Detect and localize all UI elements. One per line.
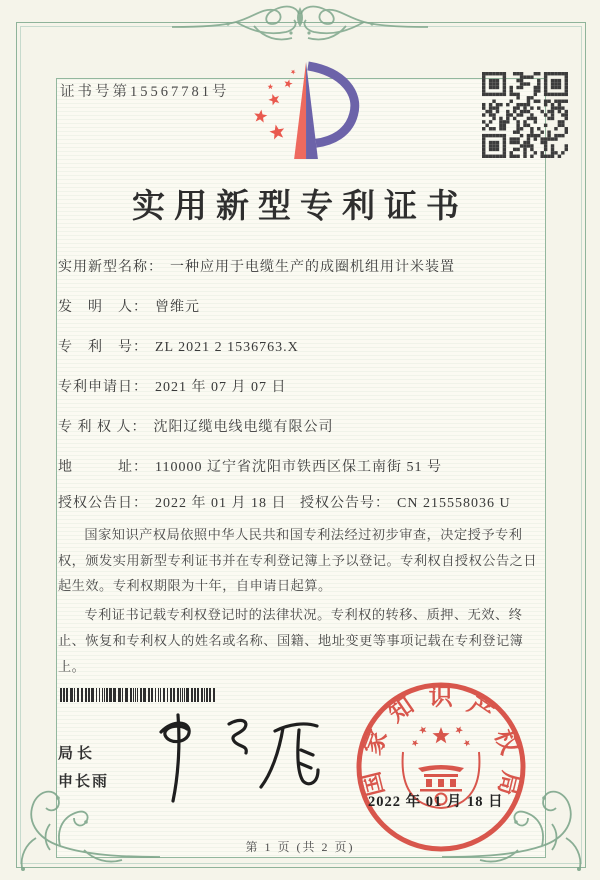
field-row-grant	[58, 492, 544, 512]
body-paragraph-1: 国家知识产权局依照中华人民共和国专利法经过初步审查，决定授予专利权，颁发实用新型专利证书并在专利登记簿上予以登记。专利权自授权公告之日起生效。专利权期限为十年，自申请日起算。	[58, 527, 538, 594]
field-row-filing-date	[58, 376, 544, 396]
field-label: 专 利 权 人：	[58, 420, 147, 435]
field-row-patent-number	[58, 336, 544, 356]
field-row-inventor	[58, 296, 544, 316]
grant-number-value: CN 215558036 U	[397, 496, 511, 511]
field-label: 专 利 号：	[58, 340, 148, 355]
grant-date-label: 授权公告日：	[58, 496, 148, 511]
director-name: 申长雨	[58, 774, 110, 790]
field-value: 曾维元	[155, 300, 200, 315]
field-row-patentee	[58, 416, 544, 436]
field-row-address	[58, 456, 544, 476]
field-value: 2021 年 07 月 07 日	[155, 380, 287, 395]
field-label: 地 址：	[58, 460, 148, 475]
field-label: 专利申请日：	[58, 380, 148, 395]
flourish-top-icon	[170, 0, 430, 52]
field-value: ZL 2021 2 1536763.X	[155, 340, 299, 355]
barcode	[60, 688, 218, 702]
qr-code	[482, 72, 568, 158]
field-row-patent-name	[58, 256, 544, 276]
director-title: 局长	[58, 746, 97, 762]
seal-date: 2022 年 01 月 18 日	[368, 794, 504, 810]
certificate-number: 证书号第15567781号	[60, 84, 230, 100]
grant-number-label: 授权公告号：	[300, 496, 390, 511]
body-paragraph-2: 专利证书记载专利权登记时的法律状况。专利权的转移、质押、无效、终止、恢复和专利权人的姓名或名称、国籍、地址变更等事项记载在专利登记簿上。	[58, 607, 524, 674]
cnipa-logo-icon	[243, 60, 375, 164]
certificate-body	[58, 522, 544, 682]
field-label: 实用新型名称：	[58, 260, 163, 275]
field-label: 发 明 人：	[58, 300, 148, 315]
seal-text: 国家知识产权局	[358, 684, 524, 799]
director-signature	[133, 708, 328, 806]
field-value: 一种应用于电缆生产的成圈机组用计米装置	[170, 260, 455, 275]
certificate-title: 实用新型专利证书	[132, 189, 468, 225]
official-seal-icon	[352, 678, 530, 856]
grant-date-value: 2022 年 01 月 18 日	[155, 496, 287, 511]
field-value: 110000 辽宁省沈阳市铁西区保工南街 51 号	[155, 460, 442, 475]
field-value: 沈阳辽缆电线电缆有限公司	[153, 420, 334, 435]
page-footer: 第 1 页 (共 2 页)	[245, 840, 355, 854]
